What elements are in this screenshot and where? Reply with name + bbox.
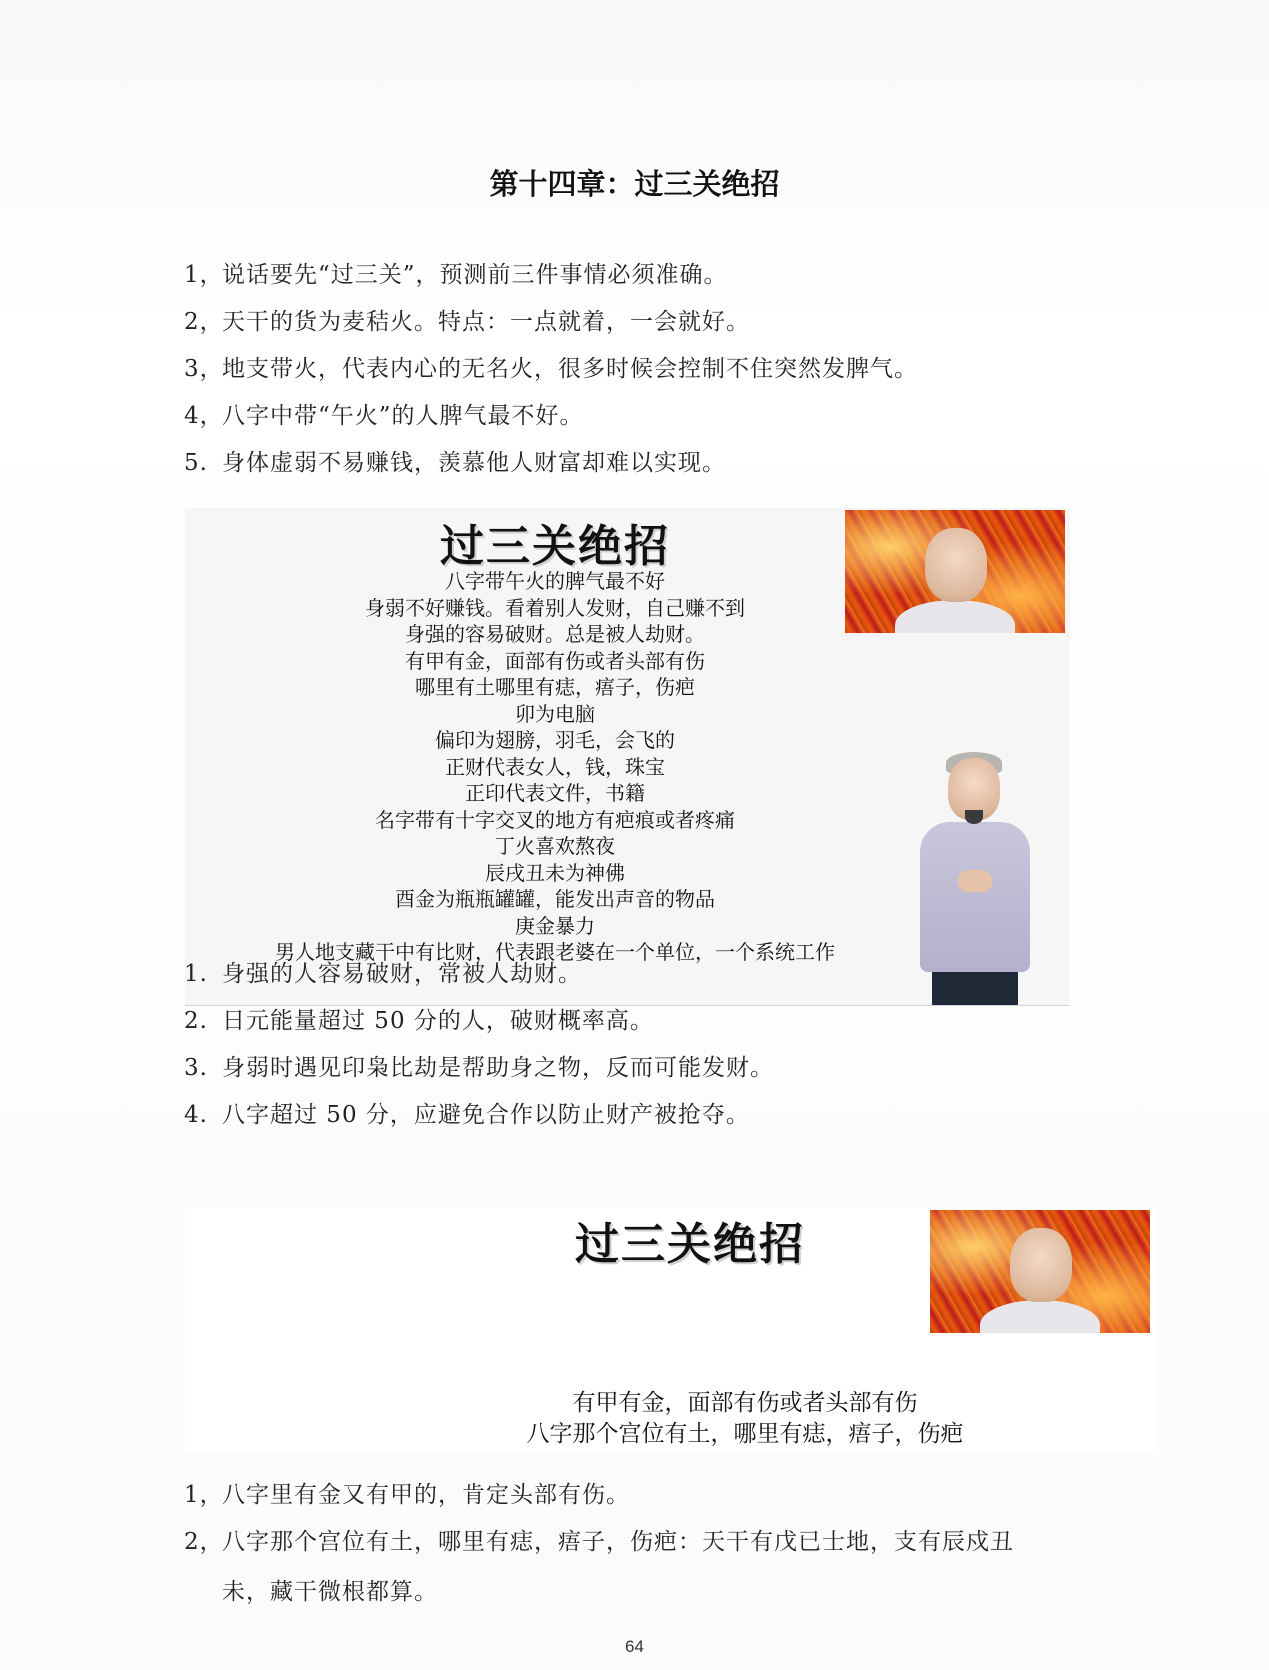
presenter-portrait-image bbox=[845, 510, 1065, 633]
list-item: 2，八字那个宫位有土，哪里有痣，痦子，伤疤：天干有戊已士地，支有辰戍丑 bbox=[184, 1529, 1014, 1555]
chapter-title: 第十四章：过三关绝招 bbox=[489, 167, 780, 201]
list-item: 4，八字中带“午火”的人脾气最不好。 bbox=[184, 403, 584, 429]
slide-line: 正财代表女人，钱，珠宝 bbox=[445, 754, 665, 779]
list-item: 2，天干的货为麦秸火。特点：一点就着，一会就好。 bbox=[184, 309, 750, 335]
presenter-legs bbox=[932, 972, 1018, 1005]
list-item: 3，地支带火，代表内心的无名火，很多时候会控制不住突然发脾气。 bbox=[184, 356, 918, 382]
list-item-continuation: 未，藏干微根都算。 bbox=[222, 1579, 438, 1605]
slide-line: 有甲有金，面部有伤或者头部有伤 bbox=[405, 648, 705, 673]
portrait-body bbox=[895, 600, 1015, 633]
slide-line: 八字带午火的脾气最不好 bbox=[445, 569, 665, 593]
slide-line: 庚金暴力 bbox=[515, 913, 595, 938]
portrait-face bbox=[1010, 1228, 1072, 1302]
slide-line: 有甲有金，面部有伤或者头部有伤 bbox=[572, 1390, 918, 1416]
slide-line: 酉金为瓶瓶罐罐，能发出声音的物品 bbox=[395, 887, 715, 911]
presenter-torso bbox=[920, 822, 1030, 972]
slide-line: 卯为电脑 bbox=[515, 701, 595, 726]
slide-text-block bbox=[185, 568, 925, 966]
list-item: 4. 八字超过 50 分，应避免合作以防止财产被抢夺。 bbox=[184, 1102, 750, 1128]
portrait-body bbox=[980, 1300, 1100, 1333]
slide-line: 哪里有土哪里有痣，痦子，伤疤 bbox=[415, 675, 695, 699]
slide-line: 八字那个宫位有土，哪里有痣，痦子，伤疤 bbox=[526, 1421, 964, 1447]
page-number: 64 bbox=[625, 1637, 644, 1656]
slide-line: 身强的容易破财。总是被人劫财。 bbox=[405, 622, 705, 646]
list-item: 1. 身强的人容易破财，常被人劫财。 bbox=[184, 961, 582, 987]
presenter-portrait-image bbox=[930, 1210, 1150, 1333]
slide-line: 辰戌丑未为神佛 bbox=[485, 860, 625, 885]
slide-line: 男人地支藏干中有比财，代表跟老婆在一个单位，一个系统工作 bbox=[275, 940, 835, 964]
slide-line: 身弱不好赚钱。看着别人发财，自己赚不到 bbox=[365, 595, 745, 620]
slide-line: 丁火喜欢熬夜 bbox=[495, 834, 615, 858]
list-item: 1，说话要先“过三关”，预测前三件事情必须准确。 bbox=[184, 262, 728, 288]
list-item: 5. 身体虚弱不易赚钱，羡慕他人财富却难以实现。 bbox=[184, 450, 726, 476]
presenter-hands bbox=[958, 870, 992, 892]
slide-text-block bbox=[385, 1388, 1105, 1450]
slide-line: 正印代表文件，书籍 bbox=[465, 781, 645, 805]
list-item: 1，八字里有金又有甲的，肯定头部有伤。 bbox=[184, 1482, 630, 1508]
portrait-face bbox=[925, 528, 987, 602]
presenter-figure-image bbox=[910, 750, 1040, 1005]
list-item: 2. 日元能量超过 50 分的人，破财概率高。 bbox=[184, 1008, 654, 1034]
slide-title: 过三关绝招 bbox=[440, 521, 670, 572]
slide-line: 偏印为翅膀，羽毛，会飞的 bbox=[435, 728, 675, 752]
presenter-beard bbox=[965, 810, 983, 824]
slide-line: 名字带有十字交叉的地方有疤痕或者疼痛 bbox=[375, 807, 735, 832]
slide-title: 过三关绝招 bbox=[575, 1219, 805, 1270]
list-item: 3. 身弱时遇见印枭比劫是帮助身之物，反而可能发财。 bbox=[184, 1055, 774, 1081]
